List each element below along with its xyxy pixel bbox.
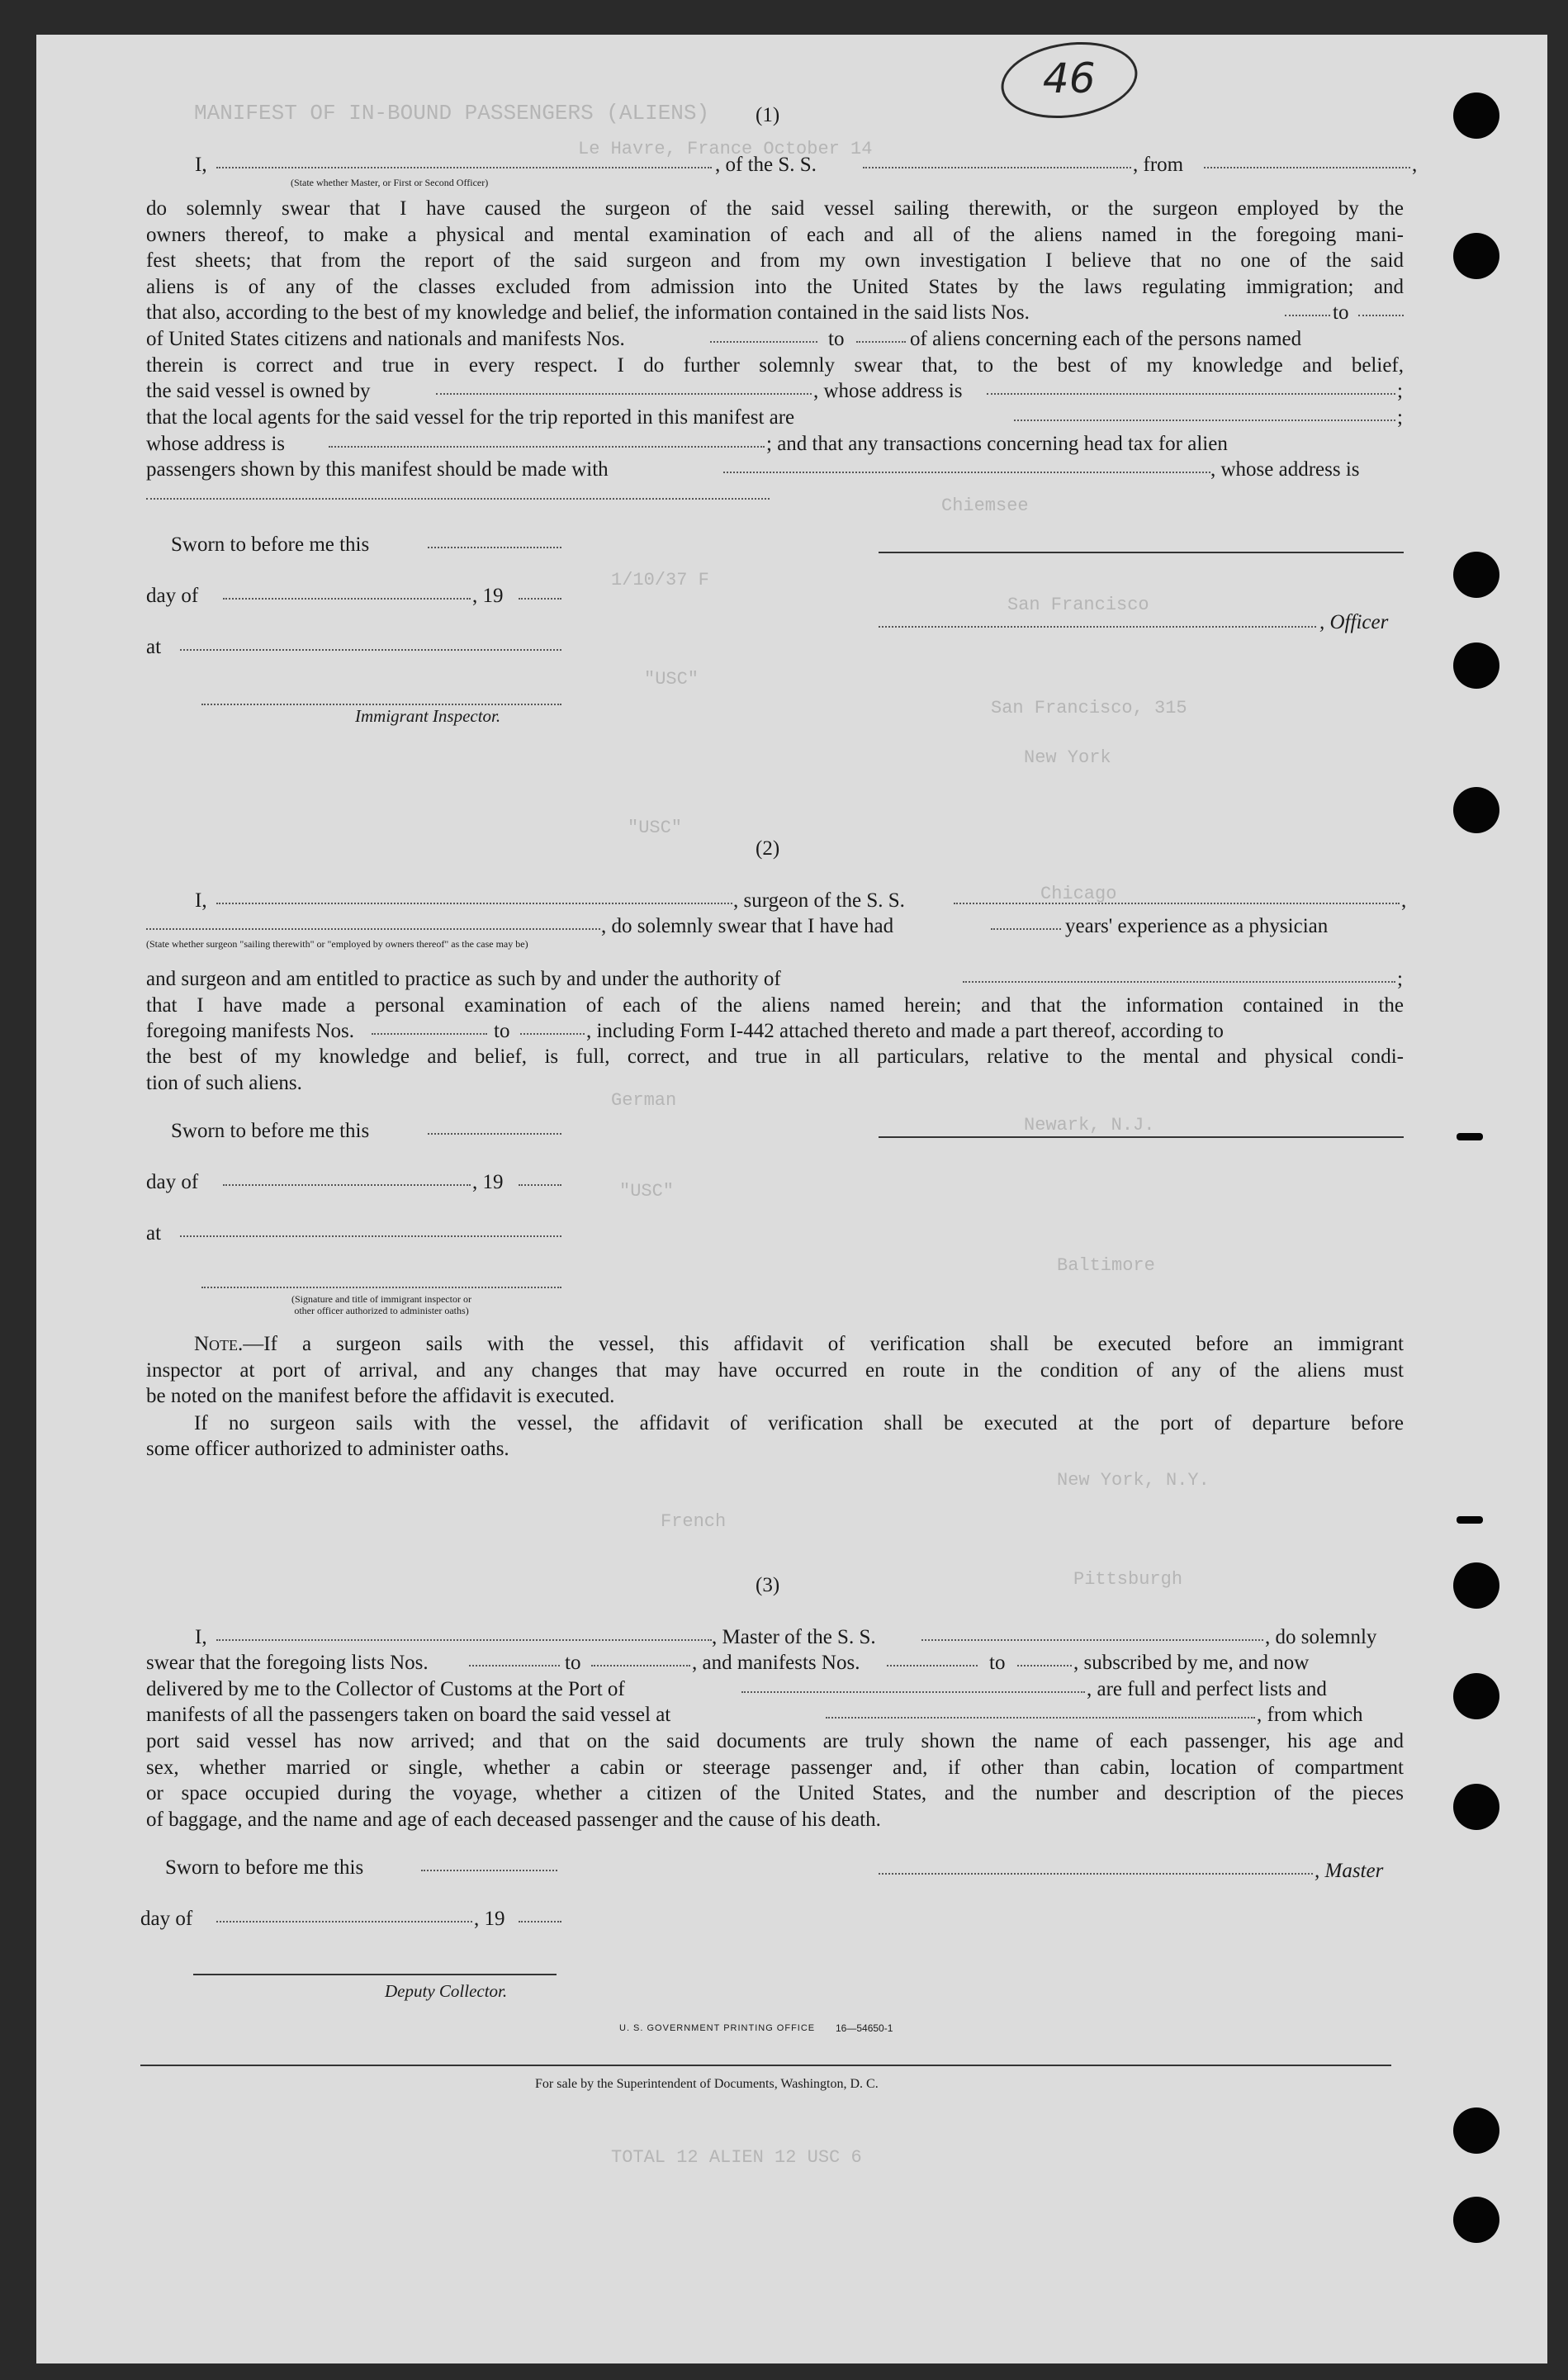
blank-year[interactable]: [519, 583, 561, 600]
blank-month[interactable]: [216, 1906, 472, 1922]
sworn-label: Sworn to before me this: [171, 533, 370, 556]
sale-notice: For sale by the Superintendent of Documents, Washington, D. C.: [535, 2077, 879, 2091]
year-label: , 19: [474, 1908, 505, 1930]
blank-authority[interactable]: [963, 966, 1395, 983]
year-label: , 19: [472, 1171, 504, 1193]
label-to: to: [828, 328, 845, 350]
blank-year[interactable]: [519, 1906, 561, 1922]
paragraph-line: , from which: [1257, 1704, 1363, 1726]
punch-hole-icon: [1453, 2107, 1499, 2154]
blank-port[interactable]: [741, 1676, 1085, 1693]
section-1-paragraph: [146, 196, 1404, 300]
label-i: I,: [195, 889, 207, 912]
paragraph-line: whose address is: [146, 433, 286, 455]
blank-sworn-day[interactable]: [428, 532, 561, 548]
paragraph-line: therein is correct and true in every respect. I do further solemnly swear that, to the best of my knowledge and belief,: [146, 354, 1404, 377]
label-master-of-ss: , Master of the S. S.: [712, 1626, 876, 1648]
signature-caption: (Signature and title of immigrant inspector or: [291, 1293, 471, 1305]
punch-hole-icon: [1453, 1673, 1499, 1719]
inspector-label: Immigrant Inspector.: [355, 706, 501, 726]
blank-years[interactable]: [991, 913, 1061, 930]
blank-master-signature[interactable]: [879, 1858, 1313, 1875]
paragraph-line: , including Form I-442 attached thereto and made a part thereof, according to: [586, 1020, 1224, 1042]
master-label: , Master: [1315, 1860, 1384, 1882]
label-to: to: [494, 1020, 510, 1042]
paragraph-line: owners thereof, to make a physical and mental examination of each and all of the aliens named in the foregoing mani-: [146, 223, 1404, 246]
paragraph-line: passengers shown by this manifest should be made with: [146, 458, 609, 481]
signature-caption: other officer authorized to administer oaths): [294, 1305, 469, 1316]
semicolon: ;: [1397, 380, 1403, 402]
paragraph-line: be noted on the manifest before the affidavit is executed.: [146, 1385, 615, 1407]
year-label: , 19: [472, 585, 504, 607]
punch-hole-icon: [1453, 1562, 1499, 1609]
semicolon: ;: [1397, 968, 1403, 990]
blank-sworn-day[interactable]: [421, 1855, 557, 1871]
deputy-signature-line: [193, 1974, 557, 1975]
blank-list-to[interactable]: [591, 1650, 690, 1666]
day-of-label: day of: [140, 1908, 193, 1930]
paragraph-line: inspector at port of arrival, and any changes that may have occurred en route in the condition of any of the aliens must: [146, 1358, 1404, 1382]
punch-hole-icon: [1453, 552, 1499, 598]
blank-embark-port[interactable]: [826, 1702, 1255, 1719]
paragraph-line: —If a surgeon sails with the vessel, this affidavit of verification shall be executed before an immigrant: [243, 1333, 1404, 1355]
label-to: to: [1333, 301, 1349, 324]
paragraph-line: fest sheets; that from the report of the said surgeon and from my own investigation I believe that no one of the said: [146, 249, 1404, 273]
blank-sworn-day[interactable]: [428, 1118, 561, 1135]
paragraph-line: that also, according to the best of my knowledge and belief, the information contained in the said lists Nos.: [146, 301, 1030, 324]
comma: ,: [1412, 154, 1418, 176]
punch-hole-icon: [1453, 2197, 1499, 2243]
paragraph-line: of baggage, and the name and age of each deceased passenger and the cause of his death.: [146, 1809, 881, 1831]
blank-vessel-name[interactable]: [863, 152, 1131, 168]
signature-line: [879, 552, 1404, 553]
blank-officer-signature[interactable]: [879, 611, 1316, 628]
blank-surgeon-name[interactable]: [216, 888, 732, 904]
label-i: I,: [195, 1626, 207, 1648]
blank-inspector-signature[interactable]: [201, 689, 561, 705]
blank-at-place[interactable]: [180, 1221, 561, 1237]
blank-vessel-name[interactable]: [921, 1624, 1263, 1641]
blank-owner[interactable]: [436, 378, 812, 395]
officer-caption: (State whether Master, or First or Second Officer): [291, 177, 489, 188]
blank-month[interactable]: [223, 1169, 471, 1186]
blank-list-to[interactable]: [1358, 300, 1404, 316]
page-number: 46: [1042, 55, 1096, 103]
blank-manifest-from[interactable]: [887, 1650, 978, 1666]
punch-hole-icon: [1457, 1133, 1483, 1140]
label-i: I,: [195, 154, 207, 176]
label-to: to: [989, 1652, 1006, 1674]
blank-master-name[interactable]: [216, 1624, 712, 1641]
blank-month[interactable]: [223, 583, 471, 600]
paragraph-line: , do solemnly: [1265, 1626, 1377, 1648]
blank-manifest-to[interactable]: [1017, 1650, 1072, 1666]
paragraph-line: manifests of all the passengers taken on board the said vessel at: [146, 1704, 671, 1726]
blank-at-place[interactable]: [180, 634, 561, 651]
label-of-ss: , of the S. S.: [715, 154, 817, 176]
paragraph-line: , subscribed by me, and now: [1073, 1652, 1310, 1674]
blank-manifest-to[interactable]: [856, 326, 906, 343]
paragraph-line: or space occupied during the voyage, whether a citizen of the United States, and the number and description of the pieces: [146, 1782, 1404, 1805]
blank-list-from[interactable]: [1285, 300, 1330, 316]
sworn-label: Sworn to before me this: [171, 1120, 370, 1142]
paragraph-line: ; and that any transactions concerning head tax for alien: [766, 433, 1228, 455]
signature-line: [879, 1136, 1404, 1138]
section-number: (3): [756, 1574, 780, 1596]
blank-manifest-from[interactable]: [710, 326, 817, 343]
paragraph-line: , and manifests Nos.: [692, 1652, 860, 1674]
blank-manifest-to[interactable]: [520, 1018, 585, 1035]
blank-from-port[interactable]: [1204, 152, 1410, 168]
surgeon-caption: (State whether surgeon "sailing therewith" or "employed by owners thereof" as the case may be): [146, 938, 528, 950]
printer-imprint: U. S. GOVERNMENT PRINTING OFFICE: [619, 2023, 816, 2033]
paragraph-line: and surgeon and am entitled to practice as such by and under the authority of: [146, 968, 781, 990]
blank-year[interactable]: [519, 1169, 561, 1186]
label-from: , from: [1133, 154, 1184, 176]
blank-surgeon-status[interactable]: [146, 913, 600, 930]
paragraph-line: , whose address is: [1210, 458, 1360, 481]
paragraph-line: delivered by me to the Collector of Customs at the Port of: [146, 1678, 625, 1700]
section-number: (1): [756, 104, 780, 126]
blank-head-tax-address[interactable]: [146, 483, 770, 500]
blank-list-from[interactable]: [469, 1650, 560, 1666]
paragraph-line: tion of such aliens.: [146, 1072, 302, 1094]
section-1-paragraph-cont: [146, 353, 1404, 379]
day-of-label: day of: [146, 585, 199, 607]
at-label: at: [146, 636, 162, 658]
at-label: at: [146, 1222, 162, 1245]
paragraph-line: , do solemnly swear that I have had: [601, 915, 894, 937]
paragraph-line: years' experience as a physician: [1065, 915, 1329, 937]
section-2-paragraph: [146, 993, 1404, 1019]
blank-manifest-from[interactable]: [372, 1018, 487, 1035]
paragraph-line: If no surgeon sails with the vessel, the affidavit of verification shall be executed at the port of departure before: [194, 1412, 1404, 1434]
note-label: Note.: [194, 1333, 244, 1355]
blank-inspector-signature[interactable]: [201, 1272, 561, 1288]
blank-local-agents[interactable]: [1014, 405, 1395, 421]
form-number: 16—54650-1: [836, 2022, 893, 2034]
paragraph-line: , are full and perfect lists and: [1087, 1678, 1327, 1700]
punch-hole-icon: [1453, 92, 1499, 139]
note-paragraph-2: [146, 1410, 1404, 1437]
paragraph-line: the said vessel is owned by: [146, 380, 371, 402]
note-paragraph: [146, 1331, 1404, 1383]
paragraph-line: of aliens concerning each of the persons named: [910, 328, 1302, 350]
section-3-paragraph: [146, 1728, 1404, 1807]
sworn-label: Sworn to before me this: [165, 1856, 364, 1879]
paragraph-line: aliens is of any of the classes excluded from admission into the United States by the laws regulating immigration; and: [146, 275, 1404, 298]
paragraph-line: foregoing manifests Nos.: [146, 1020, 355, 1042]
footer-rule: [140, 2065, 1391, 2066]
day-of-label: day of: [146, 1171, 199, 1193]
semicolon: ;: [1397, 406, 1403, 429]
section-2-paragraph-cont: [146, 1044, 1404, 1070]
paragraph-line: some officer authorized to administer oaths.: [146, 1438, 509, 1460]
paragraph-line: that I have made a personal examination of each of the aliens named herein; and that the information contained in the: [146, 994, 1404, 1017]
deputy-collector-label: Deputy Collector.: [385, 1981, 508, 2001]
blank-head-tax-party[interactable]: [723, 457, 1210, 473]
paragraph-line: , whose address is: [813, 380, 963, 402]
section-number: (2): [756, 837, 780, 860]
punch-hole-icon: [1453, 642, 1499, 689]
paragraph-line: swear that the foregoing lists Nos.: [146, 1652, 429, 1674]
paragraph-line: do solemnly swear that I have caused the surgeon of the said vessel sailing therewith, or the surgeon employed by the: [146, 197, 1404, 220]
paragraph-line: port said vessel has now arrived; and that on the said documents are truly shown the name of each passenger, his age and: [146, 1730, 1404, 1752]
blank-owner-address[interactable]: [987, 378, 1395, 395]
blank-surgeon-vessel[interactable]: [954, 888, 1400, 904]
blank-agent-address[interactable]: [329, 431, 765, 448]
label-surgeon-of-ss: , surgeon of the S. S.: [733, 889, 905, 912]
label-to: to: [565, 1652, 581, 1674]
punch-hole-icon: [1453, 1784, 1499, 1830]
punch-hole-icon: [1453, 233, 1499, 279]
punch-hole-icon: [1457, 1516, 1483, 1524]
punch-hole-icon: [1453, 787, 1499, 833]
paragraph-line: of United States citizens and nationals and manifests Nos.: [146, 328, 625, 350]
paragraph-line: the best of my knowledge and belief, is full, correct, and true in all particulars, relative to the mental and physical condi-: [146, 1045, 1404, 1068]
paragraph-line: sex, whether married or single, whether a cabin or steerage passenger and, if other than cabin, location of compartment: [146, 1756, 1404, 1779]
paragraph-line: that the local agents for the said vessel for the trip reported in this manifest are: [146, 406, 795, 429]
blank-officer-name[interactable]: [216, 152, 712, 168]
officer-label: , Officer: [1319, 611, 1389, 633]
comma: ,: [1401, 889, 1407, 912]
